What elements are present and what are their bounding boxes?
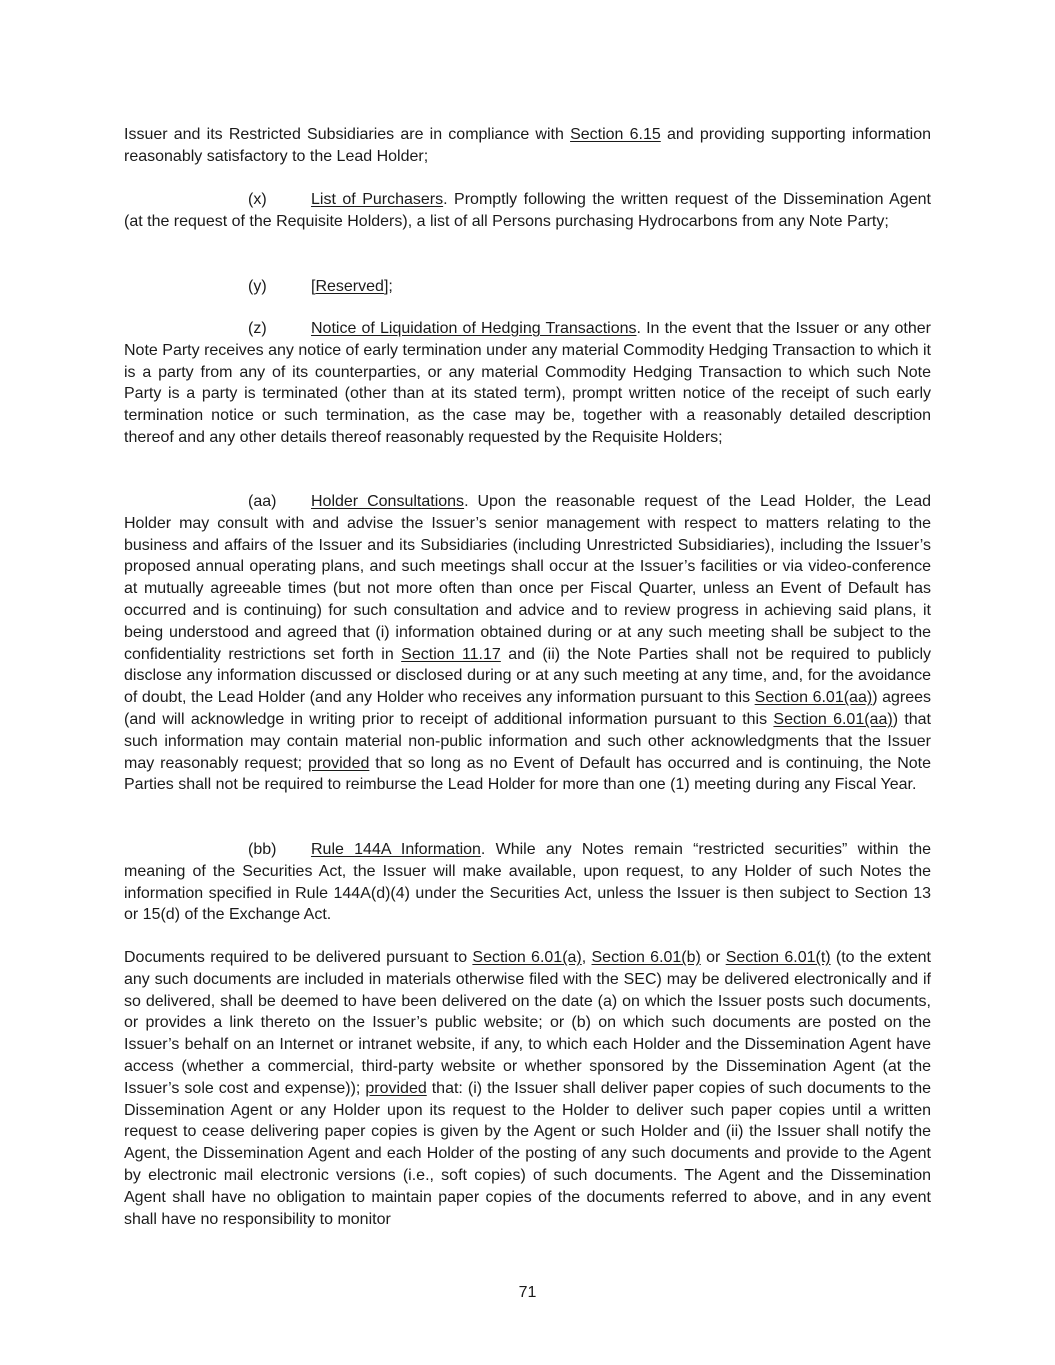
section-reference-6-15: Section 6.15 — [570, 126, 661, 143]
clause-label: (aa) — [248, 493, 277, 510]
section-reference-6-01-t: Section 6.01(t) — [725, 949, 831, 966]
clause-heading: Rule 144A Information — [311, 841, 481, 858]
paragraph-text: that so long as no Event of Default has occurred and is continuing, the Note Parties shall not be required to reimburse the Lead Holder for more than one (1) meeting during any Fiscal Year. — [124, 754, 931, 794]
clause-heading: Holder Consultations — [311, 493, 465, 510]
paragraph-text: . Promptly following the written request of the Dissemination Agent (at the request of the Requisite Holders), a list of all Persons purchasing Hydrocarbons from any Note Party; — [124, 191, 931, 230]
clause-label: (x) — [248, 191, 267, 208]
clause-heading: Notice of Liquidation of Hedging Transactions — [311, 320, 637, 337]
paragraph-text: and (ii) the Note Parties shall not be required to publicly disclose any information discussed or disclosed during or at any such meeting at any time, and, for the avoidance of doubt, the Lead Holder (and any Holder who receives any information pursuant to this — [124, 645, 931, 707]
paragraph-text: . Upon the reasonable request of the Lead Holder, the Lead Holder may consult with and advise the Issuer’s senior management with respect to matters relating to the business and affairs of the Issuer and its Subsidiaries (including Unrestricted Subsidiaries), including the Issuer’s proposed annual operating plans, and such meetings shall occur at the Issuer’s facilities or via video-conference at mutually agreeable times (but not more often than once per Fiscal Quarter, unless an Event of Default has occurred and is continuing) for such consultation and advice and to review progress in achieving said plans, it being understood and agreed that (i) information obtained during or at any such meeting shall be subject to the confidentiality restrictions set forth in — [124, 493, 932, 663]
paragraph-x — [124, 189, 931, 233]
paragraph-text: ) that such information may contain material non-public information and such other acknowledgments that the Issuer may reasonably request; — [124, 710, 932, 772]
paragraph-intro — [124, 124, 931, 168]
provided-term: provided — [365, 1079, 427, 1097]
paragraph-bb — [124, 839, 931, 926]
paragraph-text: ) agrees (and will acknowledge in writing prior to receipt of additional information pursuant to this — [124, 689, 932, 728]
clause-label: (z) — [248, 320, 267, 337]
section-reference-6-01-aa: Section 6.01(aa) — [754, 689, 873, 707]
paragraph-text: or — [700, 949, 726, 966]
section-reference-11-17: Section 11.17 — [401, 645, 501, 663]
clause-label: (bb) — [248, 841, 277, 858]
paragraph-text: and providing supporting information reasonably satisfactory to the Lead Holder; — [124, 126, 932, 165]
bracket: [ — [311, 278, 316, 295]
page-number: 71 — [518, 1284, 537, 1301]
paragraph-text: (to the extent any such documents are included in materials otherwise filed with the SEC) may be delivered electronically and if so delivered, shall be deemed to have been delivered on the date (a) on which the Issuer posts such documents, or provides a link thereto on the Issuer’s public website; or (b) on which such documents are posted on the Issuer’s behalf on an Internet or intranet website, if any, to which each Holder and the Dissemination Agent have access (whether a commercial, third-party website or whether sponsored by the Dissemination Agent (at the Issuer’s sole cost and expense)); — [124, 949, 931, 1097]
bracket: ]; — [383, 278, 393, 295]
paragraph-aa — [124, 491, 931, 796]
clause-label: (y) — [248, 278, 267, 295]
section-reference-6-01-b: Section 6.01(b) — [591, 949, 701, 966]
section-reference-6-01-aa: Section 6.01(aa) — [773, 710, 893, 728]
clause-heading: Reserved — [315, 278, 384, 295]
clause-heading: List of Purchasers — [311, 191, 444, 208]
paragraph-z — [124, 318, 931, 449]
paragraph-text: . In the event that the Issuer or any other Note Party receives any notice of early termination under any material Commodity Hedging Transaction to which it is a party from any of its counterparties, or any material Commodity Hedging Transaction to which such Note Party is a party is terminated (other than at its stated term), prompt written notice of the receipt of such early termination notice or such termination, as the case may be, together with a reasonably detailed description thereof and any other details thereof reasonably requested by the Requisite Holders; — [124, 320, 931, 446]
paragraph-text: Issuer and its Restricted Subsidiaries are in compliance with — [124, 126, 571, 143]
section-reference-6-01-a: Section 6.01(a) — [472, 949, 582, 966]
paragraph-text: Documents required to be delivered pursuant to — [124, 949, 473, 966]
paragraph-documents — [124, 947, 931, 1230]
provided-term: provided — [308, 754, 370, 772]
paragraph-text: , — [581, 949, 592, 966]
paragraph-text: . While any Notes remain “restricted securities” within the meaning of the Securities Act, the Issuer will make available, upon request, to any Holder of such Notes the information specified in Rule 144A(d)(4) under the Securities Act, unless the Issuer is then subject to Section 13 or 15(d) of the Exchange Act. — [124, 841, 931, 924]
paragraph-text: that: (i) the Issuer shall deliver paper copies of such documents to the Dissemination Agent or any Holder upon its request to the Holder to deliver such paper copies until a written request to cease delivering paper copies is given by the Agent or such Holder and (ii) the Issuer shall notify the Agent, the Dissemination Agent and each Holder of the posting of any such documents and provide to the Agent by electronic mail electronic versions (i.e., soft copies) of such documents. The Agent and the Dissemination Agent shall have no obligation to maintain paper copies of the documents referred to above, and in any event shall have no responsibility to monitor — [124, 1079, 931, 1228]
paragraph-y — [124, 276, 931, 298]
